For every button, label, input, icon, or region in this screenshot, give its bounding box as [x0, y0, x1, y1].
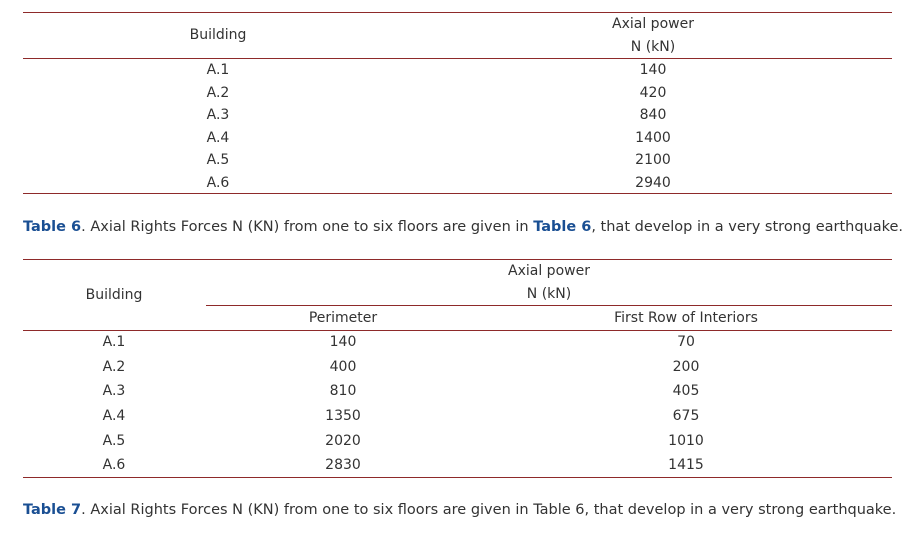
table-7-header-building: Building [85, 287, 143, 303]
table-7-row-a6-perimeter: 2830 [325, 457, 361, 473]
table-7-caption-label: Table 7 [23, 502, 82, 518]
table-6-row-a1-building: A.1 [206, 62, 230, 78]
table-6-header-building: Building [189, 27, 247, 43]
table-7-row-a5-interiors: 1010 [668, 433, 704, 449]
table-6-row-a1-value: 140 [639, 62, 667, 78]
table-7-row-a2-building: A.2 [102, 359, 126, 375]
table-6-caption-ref: Table 6 [533, 219, 592, 235]
table-7-group-rule [206, 305, 892, 306]
table-7-row-a3-interiors: 405 [672, 383, 700, 399]
table-7-row-a6-building: A.6 [102, 457, 126, 473]
table-6-header-rule [23, 58, 892, 59]
table-6-header-axial-line1: Axial power [612, 16, 694, 32]
table-7-caption-text: . Axial Rights Forces N (KN) from one to six floors are given in Table 6, that develop in a very strong earthquake. [81, 502, 897, 518]
table-7-header-axial-line2: N (kN) [526, 286, 572, 302]
table-7-row-a1-building: A.1 [102, 334, 126, 350]
table-6-row-a5-building: A.5 [206, 152, 230, 168]
table-7-row-a4-building: A.4 [102, 408, 126, 424]
table-7-row-a6-interiors: 1415 [668, 457, 704, 473]
table-7-top-rule [23, 259, 892, 260]
table-7-row-a4-perimeter: 1350 [325, 408, 361, 424]
table-6-header-axial-line2: N (kN) [630, 39, 676, 55]
table-7-row-a2-interiors: 200 [672, 359, 700, 375]
table-7-row-a1-interiors: 70 [677, 334, 695, 350]
table-7-row-a3-perimeter: 810 [329, 383, 357, 399]
table-7-row-a2-perimeter: 400 [329, 359, 357, 375]
table-7-header-axial-line1: Axial power [508, 263, 590, 279]
table-7-bottom-rule [23, 477, 892, 478]
table-6-row-a4-value: 1400 [635, 130, 671, 146]
table-6-row-a2-building: A.2 [206, 85, 230, 101]
table-6-bottom-rule [23, 193, 892, 194]
table-6-caption-text: . Axial Rights Forces N (KN) from one to six floors are given in [81, 219, 534, 235]
table-7-header-rule [23, 330, 892, 331]
table-6-row-a6-value: 2940 [635, 175, 671, 191]
table-6-row-a2-value: 420 [639, 85, 667, 101]
table-6-row-a3-building: A.3 [206, 107, 230, 123]
table-7-row-a1-perimeter: 140 [329, 334, 357, 350]
table-7-row-a5-building: A.5 [102, 433, 126, 449]
table-6-row-a3-value: 840 [639, 107, 667, 123]
table-7-row-a3-building: A.3 [102, 383, 126, 399]
table-7-caption [23, 500, 896, 520]
table-7-sub-interiors: First Row of Interiors [614, 310, 758, 326]
table-6-row-a6-building: A.6 [206, 175, 230, 191]
table-6-caption-tail: , that develop in a very strong earthquake. [591, 219, 904, 235]
table-6-top-rule [23, 12, 892, 13]
table-6-row-a4-building: A.4 [206, 130, 230, 146]
table-7-sub-perimeter: Perimeter [308, 310, 378, 326]
table-7-row-a4-interiors: 675 [672, 408, 700, 424]
table-6-caption [23, 217, 903, 237]
table-7-row-a5-perimeter: 2020 [325, 433, 361, 449]
table-6-row-a5-value: 2100 [635, 152, 671, 168]
table-6-caption-label: Table 6 [23, 219, 82, 235]
